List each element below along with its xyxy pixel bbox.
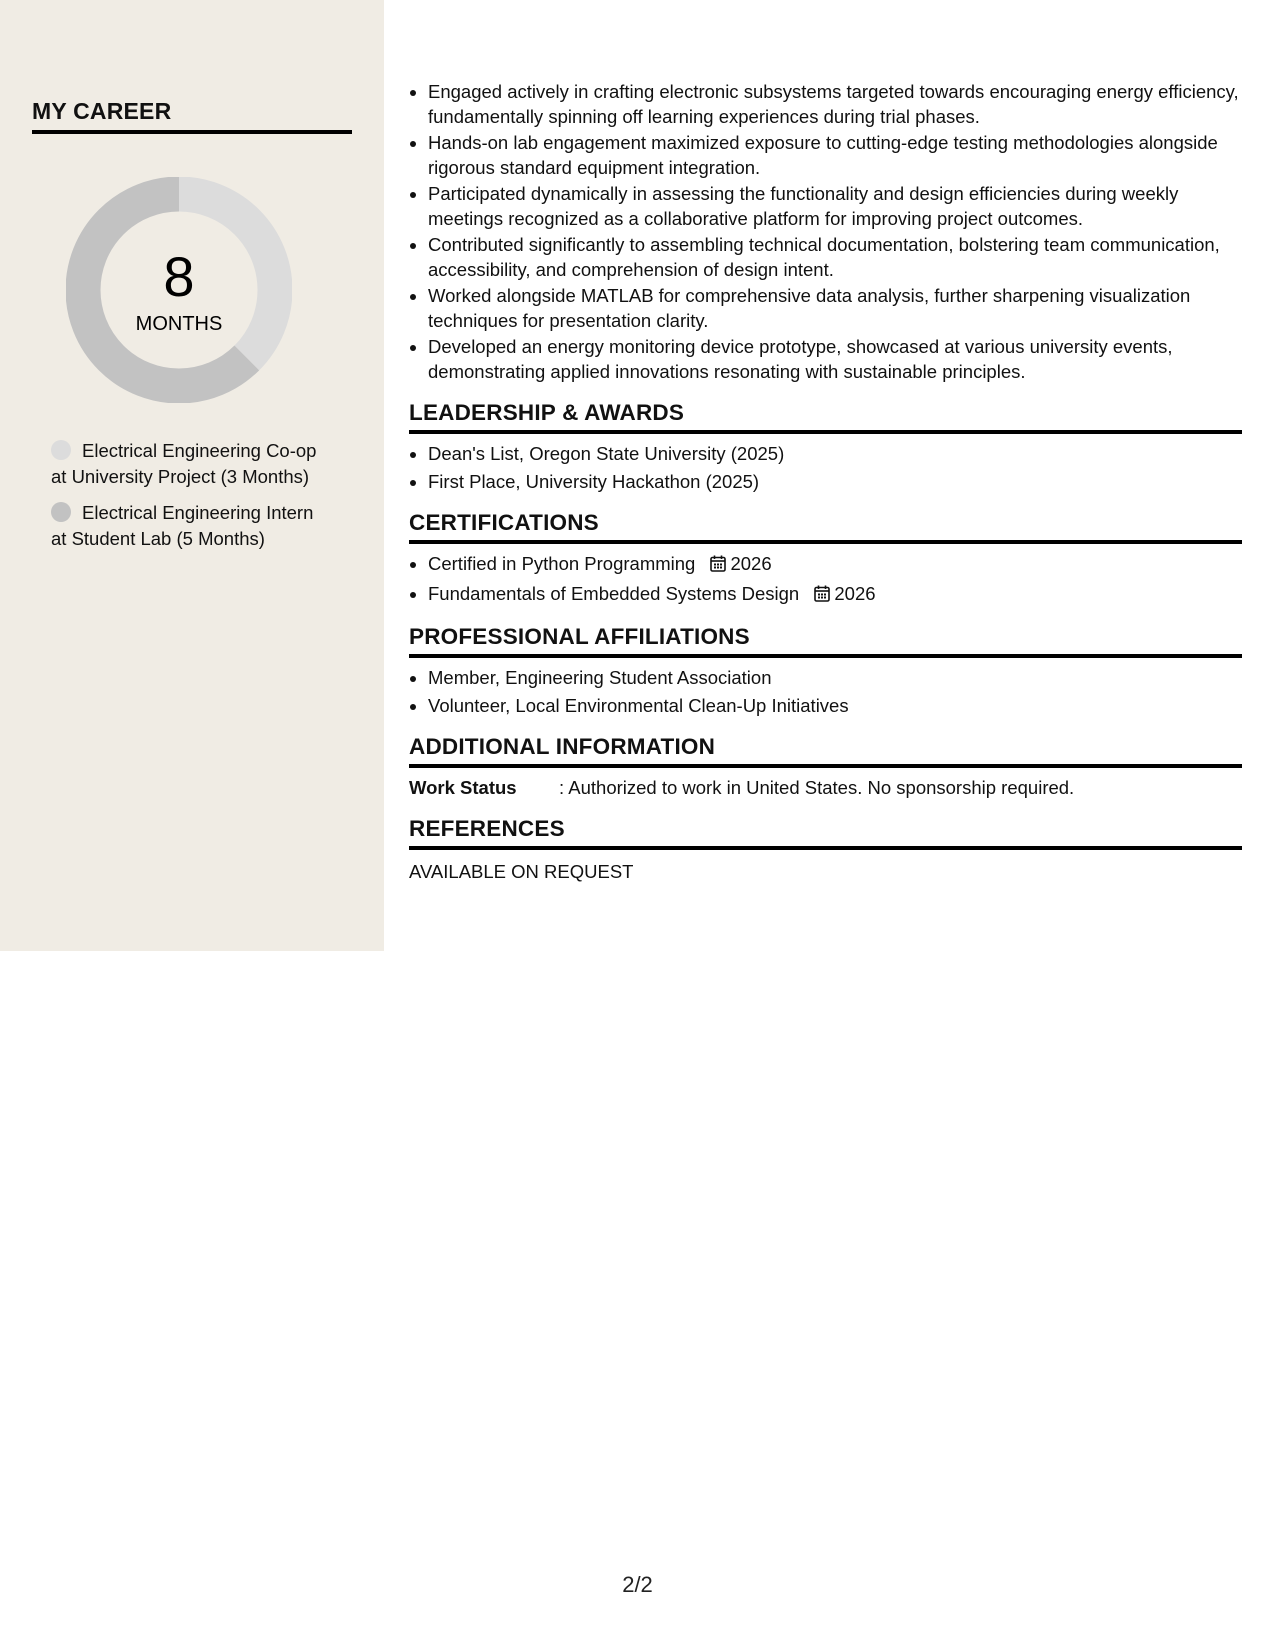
award-item: • Dean's List, Oregon State University (2025) xyxy=(428,442,1242,467)
work-status-value: : Authorized to work in United States. No sponsorship required. xyxy=(559,777,1075,798)
leadership-heading: LEADERSHIP & AWARDS xyxy=(409,400,1242,434)
references-section xyxy=(409,816,1242,884)
legend-item-intern xyxy=(51,500,351,552)
experience-bullet: • Hands-on lab engagement maximized exposure to cutting-edge testing methodologies alongside rigorous standard equipment integration. xyxy=(428,131,1242,180)
references-text: AVAILABLE ON REQUEST xyxy=(409,861,634,882)
certifications-section xyxy=(409,510,1242,608)
experience-bullet: • Developed an energy monitoring device prototype, showcased at various university events, demonstrating applied innovations resonating with sustainable principles. xyxy=(428,335,1242,384)
experience-bullet: • Worked alongside MATLAB for comprehensive data analysis, further sharpening visualization techniques for presentation clarity. xyxy=(428,284,1242,333)
legend-role-detail: at Student Lab (5 Months) xyxy=(51,528,265,549)
experience-bullet: • Participated dynamically in assessing the functionality and design efficiencies during weekly meetings recognized as a collaborative platform for improving project outcomes. xyxy=(428,182,1242,231)
experience-bullet: • Contributed significantly to assembling technical documentation, bolstering team communication, accessibility, and comprehension of design intent. xyxy=(428,233,1242,282)
certification-name: Certified in Python Programming xyxy=(428,553,696,574)
calendar-icon xyxy=(814,584,830,609)
experience-bullets xyxy=(409,80,1242,384)
affiliations-section xyxy=(409,624,1242,718)
work-status-label: Work Status xyxy=(409,777,517,798)
certification-item xyxy=(428,582,1242,609)
career-sidebar xyxy=(0,0,384,951)
references-heading: REFERENCES xyxy=(409,816,1242,850)
additional-section xyxy=(409,734,1242,800)
certification-name: Fundamentals of Embedded Systems Design xyxy=(428,582,800,604)
legend-role-title: Electrical Engineering Intern xyxy=(82,502,314,523)
award-item: • First Place, University Hackathon (2025) xyxy=(428,470,1242,495)
main-content xyxy=(409,80,1242,884)
affiliation-item: • Member, Engineering Student Association xyxy=(428,666,1242,691)
additional-heading: ADDITIONAL INFORMATION xyxy=(409,734,1242,768)
certification-item xyxy=(428,552,1242,579)
work-status-row xyxy=(409,776,1242,800)
legend-role-title: Electrical Engineering Co-op xyxy=(82,440,317,461)
affiliation-item: • Volunteer, Local Environmental Clean-Up Initiatives xyxy=(428,694,1242,719)
certifications-heading: CERTIFICATIONS xyxy=(409,510,1242,544)
certification-year: 2026 xyxy=(834,582,876,604)
total-months-unit: MONTHS xyxy=(135,313,223,335)
affiliations-heading: PROFESSIONAL AFFILIATIONS xyxy=(409,624,1242,658)
career-donut-chart xyxy=(66,177,292,403)
page-number: 2/2 xyxy=(622,1572,653,1597)
legend-item-coop xyxy=(51,438,351,490)
calendar-icon xyxy=(710,554,726,579)
certification-year: 2026 xyxy=(730,553,772,574)
legend-role-detail: at University Project (3 Months) xyxy=(51,466,310,487)
legend-dot-intern xyxy=(51,502,71,522)
career-heading: MY CAREER xyxy=(32,98,352,134)
career-legend xyxy=(51,438,351,562)
total-months-number: 8 xyxy=(163,245,195,308)
leadership-section xyxy=(409,400,1242,494)
experience-bullet: • Engaged actively in crafting electronic subsystems targeted towards encouraging energy efficiency, fundamentally spinning off learning experiences during trial phases. xyxy=(428,80,1242,129)
legend-dot-coop xyxy=(51,440,71,460)
